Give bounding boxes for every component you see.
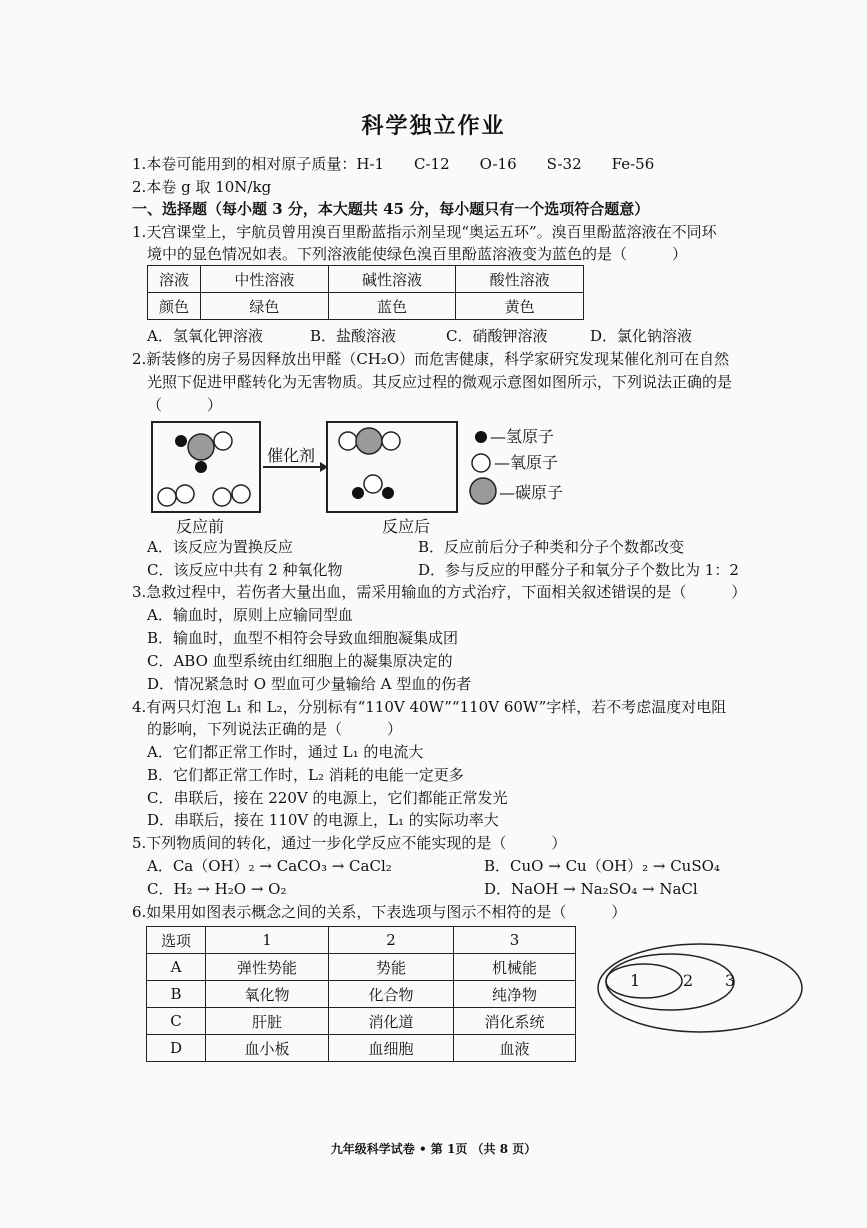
ellipse-middle — [606, 954, 734, 1010]
q5-stem: 5.下列物质间的转化，通过一步化学反应不能实现的是（ ） — [132, 834, 567, 852]
q5-option-c: C．H₂ → H₂O → O₂ — [147, 880, 287, 898]
q1-option-d: D．氯化钠溶液 — [590, 327, 693, 345]
table-cell: 中性溶液 — [201, 266, 329, 293]
diagram-label-1: 1 — [630, 971, 641, 990]
legend-hydrogen: —氢原子 — [490, 427, 555, 446]
table-cell: 氧化物 — [206, 981, 329, 1008]
q4-option-d: D．串联后，接在 110V 的电源上，L₁ 的实际功率大 — [147, 811, 499, 829]
table-cell: 势能 — [329, 954, 454, 981]
table-cell: 消化系统 — [454, 1008, 576, 1035]
q4-stem-line2: 的影响，下列说法正确的是（ ） — [147, 720, 403, 738]
table-cell: B — [147, 981, 206, 1008]
q4-stem-line1: 4.有两只灯泡 L₁ 和 L₂，分别标有“110V 40W”“110V 60W”字样，若不考虑温度对电阻 — [132, 698, 727, 716]
q5-option-a: A．Ca（OH）₂ → CaCO₃ → CaCl₂ — [147, 857, 392, 875]
q5-option-b: B．CuO → Cu（OH）₂ → CuSO₄ — [484, 857, 720, 875]
q2-option-c: C．该反应中共有 2 种氧化物 — [147, 561, 343, 579]
table-cell: 黄色 — [456, 293, 584, 320]
ellipse-inner — [606, 964, 682, 998]
table-cell: C — [147, 1008, 206, 1035]
table-cell: 3 — [454, 927, 576, 954]
q3-option-c: C．ABO 血型系统由红细胞上的凝集原决定的 — [147, 652, 453, 670]
table-cell: A — [147, 954, 206, 981]
q2-option-a: A．该反应为置换反应 — [147, 538, 293, 556]
table-cell: D — [147, 1035, 206, 1062]
note-atomic-mass: 1.本卷可能用到的相对原子质量：H-1 C-12 O-16 S-32 Fe-56 — [132, 155, 655, 173]
q3-stem: 3.急救过程中，若伤者大量出血，需采用输血的方式治疗，下面相关叙述错误的是（ ） — [132, 583, 747, 601]
q4-option-b: B．它们都正常工作时，L₂ 消耗的电能一定更多 — [147, 766, 464, 784]
page-title: 科学独立作业 — [361, 113, 506, 139]
section-heading: 一、选择题（每小题 3 分，本大题共 45 分，每小题只有一个选项符合题意） — [132, 200, 650, 218]
q2-stem-line2: 光照下促进甲醛转化为无害物质。其反应过程的微观示意图如图所示，下列说法正确的是 — [147, 373, 733, 391]
table-cell: 颜色 — [148, 293, 201, 320]
table-cell: 肝脏 — [206, 1008, 329, 1035]
table-cell: 血细胞 — [329, 1035, 454, 1062]
q2-stem-line1: 2.新装修的房子易因释放出甲醛（CH₂O）而危害健康，科学家研究发现某催化剂可在自然 — [132, 350, 730, 368]
q4-option-c: C．串联后，接在 220V 的电源上，它们都能正常发光 — [147, 789, 508, 807]
table-cell: 溶液 — [148, 266, 201, 293]
table-cell: 蓝色 — [328, 293, 456, 320]
q5-option-d: D．NaOH → Na₂SO₄ → NaCl — [484, 880, 698, 898]
table-cell: 机械能 — [454, 954, 576, 981]
table-cell: 化合物 — [329, 981, 454, 1008]
page-footer: 九年级科学试卷 • 第 1页 （共 8 页） — [330, 1142, 537, 1156]
table-cell: 血小板 — [206, 1035, 329, 1062]
before-label: 反应前 — [176, 517, 225, 536]
q3-option-a: A．输血时，原则上应输同型血 — [147, 606, 353, 624]
table-cell: 碱性溶液 — [328, 266, 456, 293]
q2-option-d: D．参与反应的甲醛分子和氧分子个数比为 1：2 — [418, 561, 739, 579]
q1-option-b: B．盐酸溶液 — [310, 327, 397, 345]
q3-option-d: D．情况紧急时 O 型血可少量输给 A 型血的伤者 — [147, 675, 472, 693]
table-cell: 消化道 — [329, 1008, 454, 1035]
q3-option-b: B．输血时，血型不相符会导致血细胞凝集成团 — [147, 629, 459, 647]
q2-option-b: B．反应前后分子种类和分子个数都改变 — [418, 538, 685, 556]
q1-option-a: A．氢氧化钾溶液 — [147, 327, 263, 345]
note-gravity: 2.本卷 g 取 10N/kg — [132, 178, 272, 196]
q2-stem-line3: （ ） — [147, 396, 223, 414]
legend-carbon: —碳原子 — [499, 483, 564, 502]
q4-option-a: A．它们都正常工作时，通过 L₁ 的电流大 — [147, 743, 424, 761]
table-cell: 绿色 — [201, 293, 329, 320]
q6-stem: 6.如果用如图表示概念之间的关系，下表选项与图示不相符的是（ ） — [132, 903, 627, 921]
q1-option-c: C．硝酸钾溶液 — [446, 327, 548, 345]
table-cell: 纯净物 — [454, 981, 576, 1008]
table-cell: 血液 — [454, 1035, 576, 1062]
q1-stem-line2: 境中的显色情况如表。下列溶液能使绿色溴百里酚蓝溶液变为蓝色的是（ ） — [147, 245, 688, 263]
diagram-label-2: 2 — [683, 971, 694, 990]
catalyst-label: 催化剂 — [267, 446, 316, 465]
legend-oxygen: —氧原子 — [494, 453, 559, 472]
q1-stem-line1: 1.天宫课堂上，宇航员曾用溴百里酚蓝指示剂呈现“奥运五环”。溴百里酚蓝溶液在不同环 — [132, 223, 717, 241]
table-cell: 1 — [206, 927, 329, 954]
table-cell: 选项 — [147, 927, 206, 954]
after-label: 反应后 — [382, 517, 431, 536]
table-cell: 酸性溶液 — [456, 266, 584, 293]
diagram-label-3: 3 — [725, 971, 736, 990]
table-cell: 弹性势能 — [206, 954, 329, 981]
table-cell: 2 — [329, 927, 454, 954]
